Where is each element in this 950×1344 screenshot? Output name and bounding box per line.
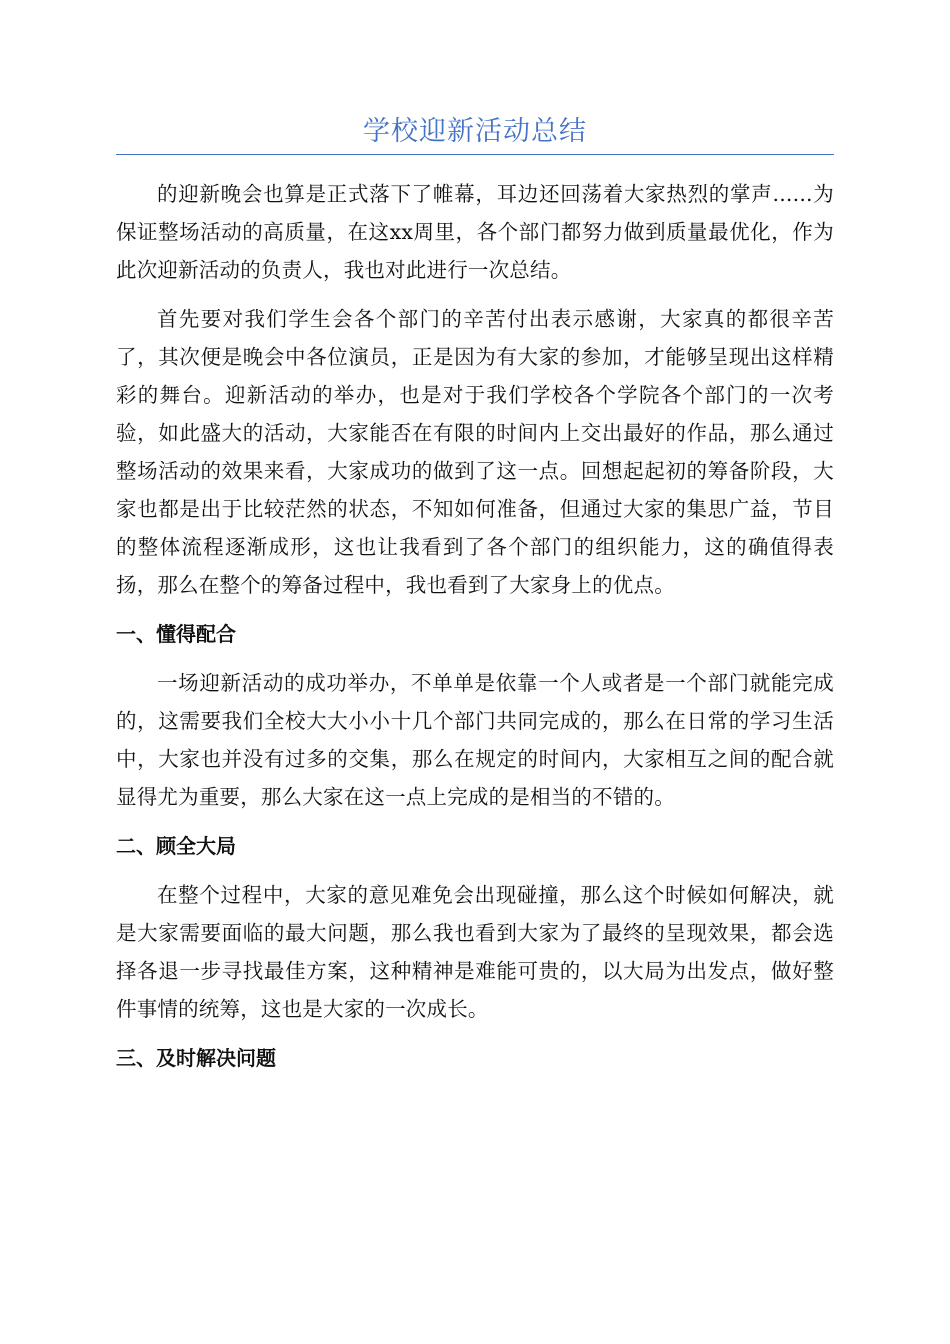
title-underline <box>116 154 834 155</box>
document-title: 学校迎新活动总结 <box>363 116 587 147</box>
section-heading-3: 三、及时解决问题 <box>116 1046 276 1070</box>
section-heading-2: 二、顾全大局 <box>116 834 236 858</box>
section-paragraph-1: 一场迎新活动的成功举办，不单单是依靠一个人或者是一个部门就能完成的，这需要我们全校大大小小十几个部门共同完成的，那么在日常的学习生活中，大家也并没有过多的交集，那么在规定的时间内，大家相互之间的配合就显得尤为重要，那么大家在这一点上完成的是相当的不错的。 <box>116 671 834 809</box>
intro-paragraph-1: 的迎新晚会也算是正式落下了帷幕，耳边还回荡着大家热烈的掌声......为保证整场活动的高质量，在这xx周里，各个部门都努力做到质量最优化，作为此次迎新活动的负责人，我也对此进行一次总结。 <box>116 182 834 282</box>
section-paragraph-2: 在整个过程中，大家的意见难免会出现碰撞，那么这个时候如何解决，就是大家需要面临的最大问题，那么我也看到大家为了最终的呈现效果，都会选择各退一步寻找最佳方案，这种精神是难能可贵的，以大局为出发点，做好整件事情的统筹，这也是大家的一次成长。 <box>116 883 834 1021</box>
intro-paragraph-2: 首先要对我们学生会各个部门的辛苦付出表示感谢，大家真的都很辛苦了，其次便是晚会中各位演员，正是因为有大家的参加，才能够呈现出这样精彩的舞台。迎新活动的举办，也是对于我们学校各个学院各个部门的一次考验，如此盛大的活动，大家能否在有限的时间内上交出最好的作品，那么通过整场活动的效果来看，大家成功的做到了这一点。回想起起初的筹备阶段，大家也都是出于比较茫然的状态，不知如何准备，但通过大家的集思广益，节目的整体流程逐渐成形，这也让我看到了各个部门的组织能力，这的确值得表扬，那么在整个的筹备过程中，我也看到了大家身上的优点。 <box>116 307 834 597</box>
document-page <box>116 110 834 1088</box>
section-heading-1: 一、懂得配合 <box>116 622 236 646</box>
